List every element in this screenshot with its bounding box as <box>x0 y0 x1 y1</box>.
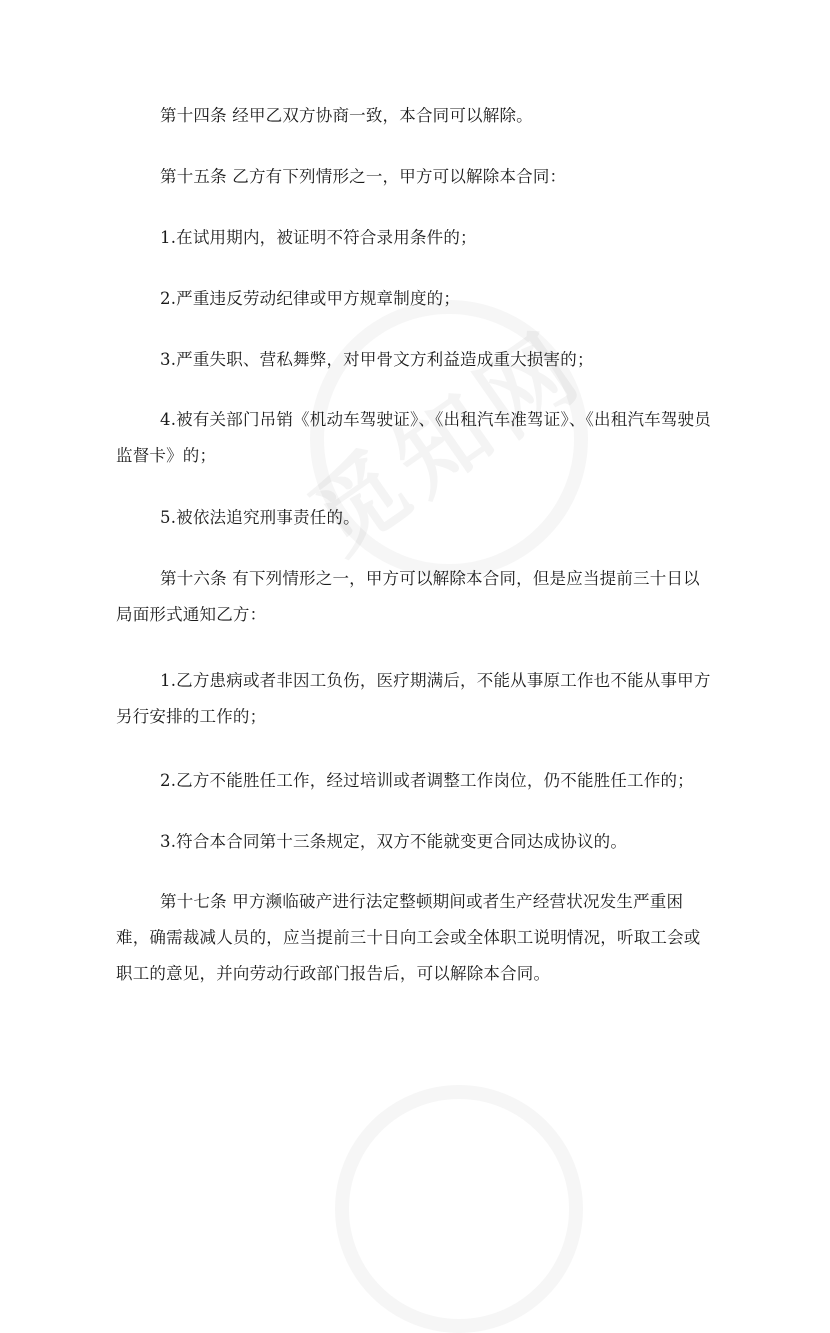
watermark-seal-bottom <box>335 1085 583 1333</box>
clause-15-item-1: 1.在试用期内，被证明不符合录用条件的； <box>160 228 477 247</box>
clause-14: 第十四条 经甲乙双方协商一致，本合同可以解除。 <box>160 106 533 125</box>
clause-16-item-1: 1.乙方患病或者非因工负伤，医疗期满后，不能从事原工作也不能从事甲方另行安排的工作的； <box>116 671 711 726</box>
clause-15-item-4: 4.被有关部门吊销《机动车驾驶证》、《出租汽车准驾证》、《出租汽车驾驶员监督卡》的； <box>116 410 711 465</box>
clause-15-intro: 第十五条 乙方有下列情形之一，甲方可以解除本合同： <box>160 167 567 186</box>
clause-15-item-2: 2.严重违反劳动纪律或甲方规章制度的； <box>160 289 461 308</box>
clause-15-item-5: 5.被依法追究刑事责任的。 <box>160 508 360 527</box>
clause-15-item-3: 3.严重失职、营私舞弊，对甲骨文方利益造成重大损害的； <box>160 350 594 369</box>
clause-16-intro: 第十六条 有下列情形之一，甲方可以解除本合同，但是应当提前三十日以局面形式通知乙方： <box>116 569 700 624</box>
clause-16-item-3: 3.符合本合同第十三条规定，双方不能就变更合同达成协议的。 <box>160 832 628 851</box>
clause-16-item-2: 2.乙方不能胜任工作，经过培训或者调整工作岗位，仍不能胜任工作的； <box>160 771 694 790</box>
clause-17: 第十七条 甲方濒临破产进行法定整顿期间或者生产经营状况发生严重困难，确需裁减人员的，应当提前三十日向工会或全体职工说明情况，听取工会或职工的意见，并向劳动行政部门报告后，可以解除本合同。 <box>116 892 701 983</box>
